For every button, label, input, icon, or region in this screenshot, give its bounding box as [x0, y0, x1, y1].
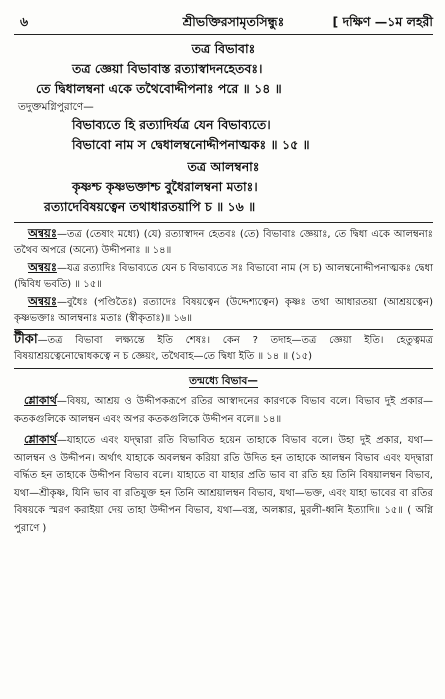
- slokartha-paragraph: [14, 392, 433, 428]
- verse-15: [14, 115, 433, 155]
- verse-14: [14, 39, 433, 99]
- verse-heading: তত্র বিভাবাঃ: [191, 41, 256, 56]
- slokartha-section: [14, 392, 433, 537]
- section-rule: [14, 222, 433, 223]
- anvaya-text: —যত্র রত্যাদিঃ বিভাব্যতে যেন চ বিভাব্যতে সঃ বিভাবো নাম (স চ) আলম্বনোদ্দীপনাত্মকঃ দ্বেধা (দ্বিবিধ ভবতি) ॥ ১৫॥: [14, 263, 433, 290]
- verse-heading: তত্র আলম্বনাঃ: [187, 159, 260, 174]
- anvaya-label: অন্বয়ঃ: [28, 260, 57, 274]
- section-rule: [14, 329, 433, 330]
- verse-line: তে দ্বিধালম্বনা একে তথৈবোদ্দীপনাঃ পরে ॥ ১৪ ॥: [36, 81, 282, 96]
- slokartha-label: শ্লোকার্থ: [24, 433, 57, 446]
- page-header: [14, 10, 433, 32]
- verse-line: বিভাব্যতে হি রত্যাদির্যত্র যেন বিভাব্যতে।: [72, 117, 271, 132]
- anvaya-paragraph: [14, 259, 433, 293]
- verse-line: কৃষ্ণশ্চ কৃষ্ণভক্তাশ্চ বুধৈরালম্বনা মতাঃ।: [72, 179, 258, 194]
- slokartha-label: শ্লোকার্থ: [24, 394, 57, 407]
- tika-text: —তত্র বিভাবা লক্ষ্যন্তে ইতি শেষঃ। কেন ? তদাহ—তত্র জ্ঞেয়া ইতি। হেতুত্বমত্র বিষয়াশ্রয়ত্বেনোদ্বোধকত্বে ন চ জ্ঞেয়ং, তথৈবাহ—তে দ্বিধা ইতি ॥ ১৪ ॥ (১৫): [14, 335, 433, 362]
- tika-section: [14, 332, 433, 365]
- anvaya-paragraph: [14, 225, 433, 259]
- anvaya-label: অন্বয়ঃ: [28, 294, 57, 308]
- tika-paragraph: [14, 332, 433, 365]
- source-note: তদুক্তমগ্নিপুরাণে—: [18, 101, 94, 113]
- section-title: [ দক্ষিণ —১ম লহরী: [332, 14, 433, 29]
- anvaya-section: [14, 225, 433, 327]
- bengali-heading: [14, 372, 433, 390]
- anvaya-text: —বুধৈঃ (পণ্ডিতৈঃ) রত্যাদেঃ বিষয়ত্বেন (উদ্দেশ্যত্বেন) কৃষ্ণঃ তথা আধারতয়া (আশ্রয়ত্বেন) কৃষ্ণভক্তাঃ আলম্বনাঃ মতাঃ (স্বীকৃতাঃ)॥ ১৬॥: [14, 297, 433, 324]
- verse-16: [14, 157, 433, 217]
- slokartha-text: —যাহাতে এবং যদ্দ্বারা রতি বিভাবিত হয়েন তাহাকে বিভাব বলে। উহা দুই প্রকার, যথা—আলম্বন ও উদ্দীপন। অর্থাৎ যাহাকে অবলম্বন করিয়া রতি উদিত হন তাহাকে আলম্বন বিভাব এবং যদ্দ্বারা বর্দ্ধিত হন তাহাকে উদ্দীপন বিভাব বলে। যাহাতে বা যাহার প্রতি ভাব বা রতি হয় তিনি বিষয়ালম্বন বিভাব, যথা—শ্রীকৃষ্ণ, যিনি ভাব বা রতিযুক্ত হন তিনি আশ্রয়ালম্বন বিভাব, যথা—ভক্ত, এবং যাহা ভাবের বা রতির বিষয়কে স্মরণ করাইয়া দেয় তাহা উদ্দীপন বিভাব, যথা—বস্ত্র, অলঙ্কার, মুরলী-ধ্বনি ইত্যাদি॥ ১৫॥ ( অগ্নি পুরাণে ): [14, 435, 433, 534]
- verse-line: বিভাবো নাম স দ্বেধালম্বনোদ্দীপনাত্মকঃ ॥ ১৫ ॥: [72, 137, 310, 152]
- verse-line: রত্যাদেবিষয়ত্বেন তথাধারতয়াপি চ ॥ ১৬ ॥: [44, 199, 256, 214]
- bengali-heading-text: তন্মধ্যে বিভাব—: [189, 375, 258, 387]
- anvaya-label: অন্বয়ঃ: [28, 226, 57, 240]
- section-rule: [14, 368, 433, 369]
- page-number: ৬: [20, 14, 29, 29]
- verse-line: তত্র জ্ঞেয়া বিভাবাস্ত রত্যাস্বাদনহেতবঃ।: [72, 61, 263, 76]
- book-title: শ্রীভক্তিরসামৃতসিন্ধুঃ: [182, 14, 285, 29]
- anvaya-text: —তত্র (তেষাং মধ্যে) (যে) রত্যাস্বাদন হেতবঃ (তে) বিভাবাঃ জ্ঞেয়াঃ, তে দ্বিধা একে আলম্বনাঃ তথৈব অপরে (অন্যে) উদ্দীপনাঃ ॥ ১৪॥: [14, 229, 433, 256]
- anvaya-paragraph: [14, 293, 433, 327]
- slokartha-paragraph: [14, 431, 433, 537]
- tika-label: টীকা: [14, 332, 38, 347]
- slokartha-text: —বিষয়, আশ্রয় ও উদ্দীপকরূপে রতির আস্বাদনের কারণকে বিভাব বলে। বিভাব দুই প্রকার—কতকগুলিকে আলম্বন এবং অপর কতকগুলিকে উদ্দীপন বলে॥ ১৪॥: [14, 396, 433, 425]
- header-rule: [14, 34, 433, 35]
